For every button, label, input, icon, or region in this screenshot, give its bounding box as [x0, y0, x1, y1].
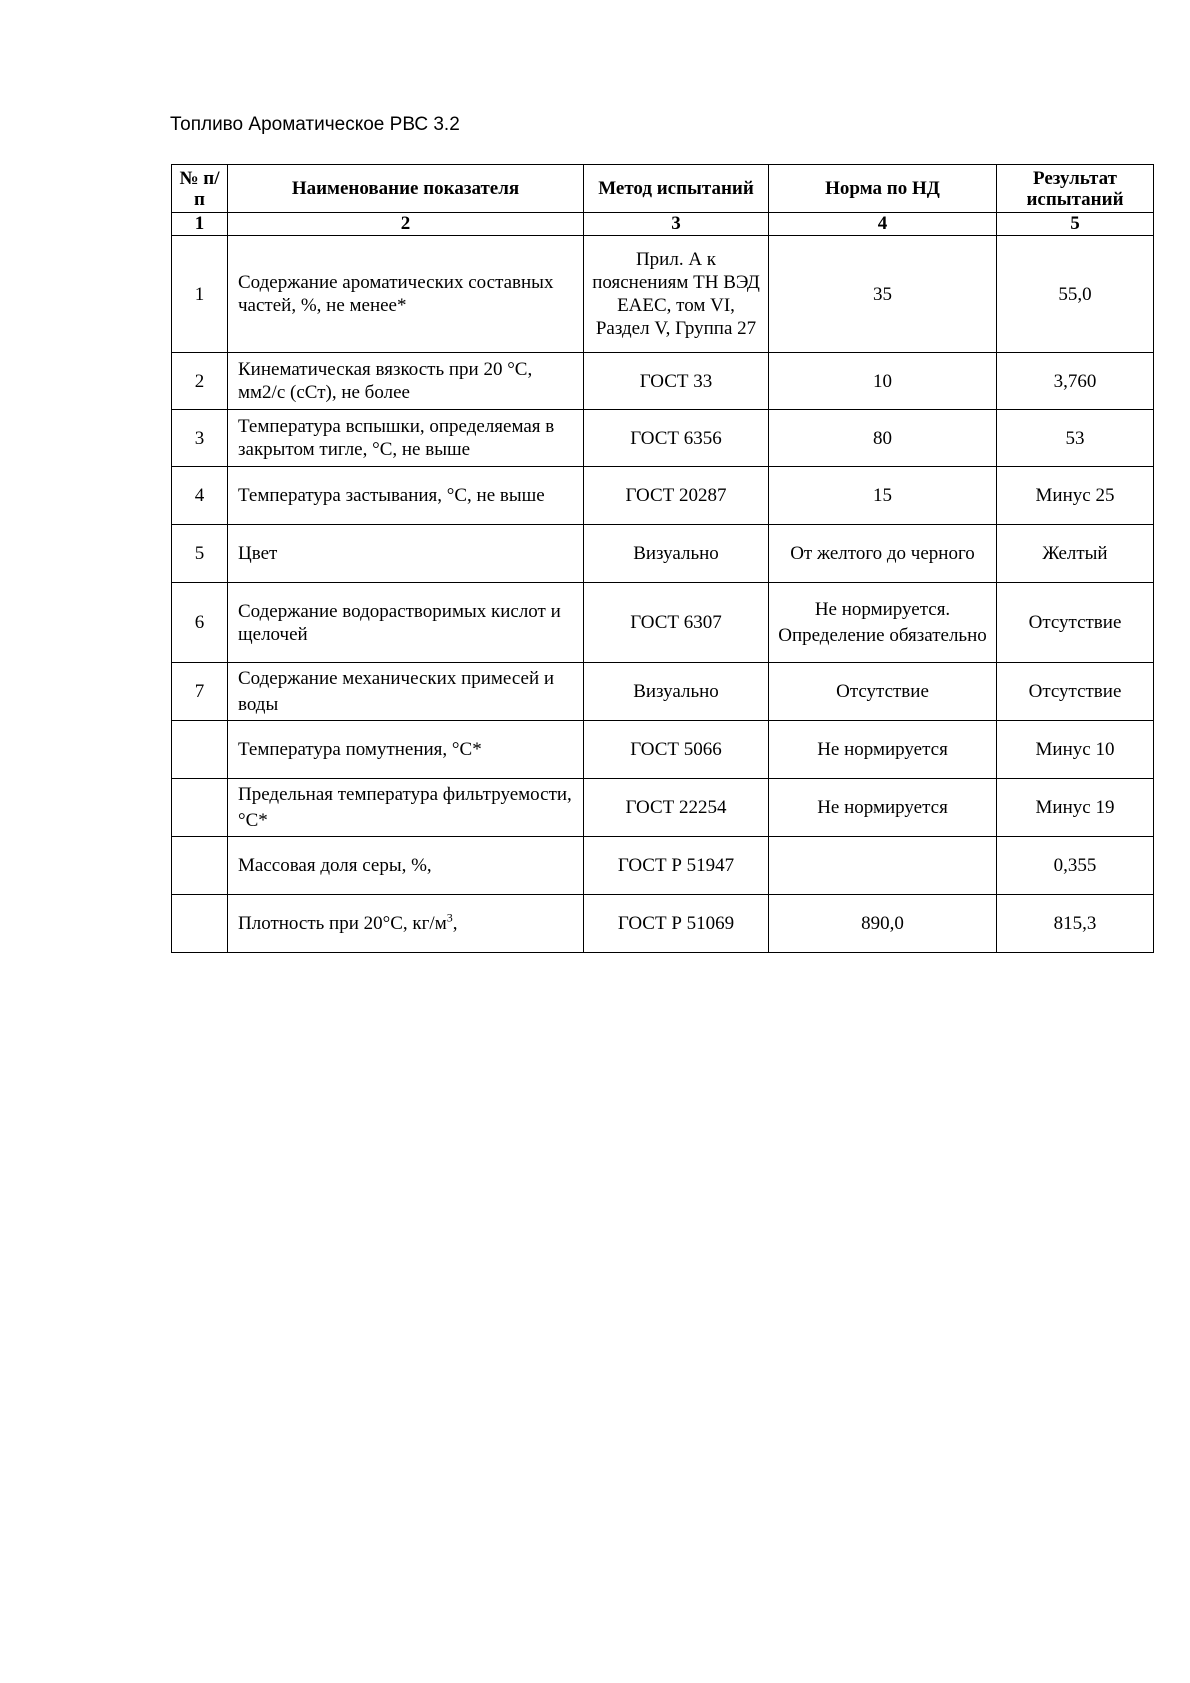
row-name — [228, 895, 584, 953]
header-norm: Норма по НД — [769, 165, 997, 213]
row-result: 3,760 — [997, 353, 1154, 410]
row-result: 53 — [997, 410, 1154, 467]
row-norm: Не нормируется — [769, 721, 997, 779]
row-name: Цвет — [228, 525, 584, 583]
row-result: Минус 10 — [997, 721, 1154, 779]
row-norm: Отсутствие — [769, 663, 997, 721]
row-norm: 35 — [769, 236, 997, 353]
row-name: Температура помутнения, °С* — [228, 721, 584, 779]
row-name-suffix: , — [452, 913, 458, 934]
row-num — [172, 837, 228, 895]
table-row — [172, 236, 1154, 353]
document-title: Топливо Ароматическое РВС 3.2 — [170, 114, 460, 135]
row-method: Прил. А к пояснениям ТН ВЭД ЕАЕС, том VI, Раздел V, Группа 27 — [584, 236, 769, 353]
row-method: Визуально — [584, 663, 769, 721]
row-norm: 10 — [769, 353, 997, 410]
column-number: 4 — [769, 213, 997, 236]
row-name: Температура вспышки, определяемая в закрытом тигле, °С, не выше — [228, 410, 584, 467]
header-method: Метод испытаний — [584, 165, 769, 213]
row-norm: 80 — [769, 410, 997, 467]
header-name: Наименование показателя — [228, 165, 584, 213]
row-num: 3 — [172, 410, 228, 467]
header-num: № п/п — [172, 165, 228, 213]
row-name: Содержание водорастворимых кислот и щелочей — [228, 583, 584, 663]
row-result: 55,0 — [997, 236, 1154, 353]
table-row — [172, 779, 1154, 837]
table-row — [172, 525, 1154, 583]
row-num — [172, 721, 228, 779]
column-number: 5 — [997, 213, 1154, 236]
row-name: Содержание ароматических составных частей, %, не менее* — [228, 236, 584, 353]
test-results-table — [171, 164, 1154, 953]
row-method: ГОСТ Р 51947 — [584, 837, 769, 895]
row-num: 1 — [172, 236, 228, 353]
column-number: 3 — [584, 213, 769, 236]
table-row — [172, 467, 1154, 525]
row-result: 0,355 — [997, 837, 1154, 895]
row-method: ГОСТ 6307 — [584, 583, 769, 663]
row-result: 815,3 — [997, 895, 1154, 953]
table-row — [172, 663, 1154, 721]
superscript-exponent: 3 — [446, 910, 453, 925]
table-row — [172, 410, 1154, 467]
row-num: 6 — [172, 583, 228, 663]
table-row — [172, 583, 1154, 663]
row-num: 5 — [172, 525, 228, 583]
row-result: Желтый — [997, 525, 1154, 583]
row-name: Содержание механических примесей и воды — [228, 663, 584, 721]
row-method: ГОСТ 5066 — [584, 721, 769, 779]
row-norm: Не нормируется — [769, 779, 997, 837]
row-method: ГОСТ 22254 — [584, 779, 769, 837]
row-name: Массовая доля серы, %, — [228, 837, 584, 895]
row-method: Визуально — [584, 525, 769, 583]
row-name: Предельная температура фильтруемости, °С* — [228, 779, 584, 837]
row-norm: 890,0 — [769, 895, 997, 953]
table-row — [172, 721, 1154, 779]
table-header-row — [172, 165, 1154, 213]
row-num: 2 — [172, 353, 228, 410]
row-num — [172, 779, 228, 837]
row-result: Минус 19 — [997, 779, 1154, 837]
row-method: ГОСТ 33 — [584, 353, 769, 410]
table-row — [172, 837, 1154, 895]
row-norm — [769, 837, 997, 895]
header-result: Результат испытаний — [997, 165, 1154, 213]
row-method: ГОСТ 20287 — [584, 467, 769, 525]
table-row — [172, 353, 1154, 410]
row-norm: 15 — [769, 467, 997, 525]
row-num: 7 — [172, 663, 228, 721]
column-number: 1 — [172, 213, 228, 236]
row-result: Отсутствие — [997, 583, 1154, 663]
row-name: Кинематическая вязкость при 20 °С, мм2/с (сСт), не более — [228, 353, 584, 410]
row-num — [172, 895, 228, 953]
column-number: 2 — [228, 213, 584, 236]
row-name: Температура застывания, °С, не выше — [228, 467, 584, 525]
row-method: ГОСТ Р 51069 — [584, 895, 769, 953]
row-num: 4 — [172, 467, 228, 525]
row-norm: От желтого до черного — [769, 525, 997, 583]
column-numbers-row — [172, 213, 1154, 236]
row-result: Отсутствие — [997, 663, 1154, 721]
row-norm: Не нормируется. Определение обязательно — [769, 583, 997, 663]
row-result: Минус 25 — [997, 467, 1154, 525]
row-method: ГОСТ 6356 — [584, 410, 769, 467]
row-name-text: Плотность при 20°С, кг/м — [238, 913, 447, 934]
table-row — [172, 895, 1154, 953]
